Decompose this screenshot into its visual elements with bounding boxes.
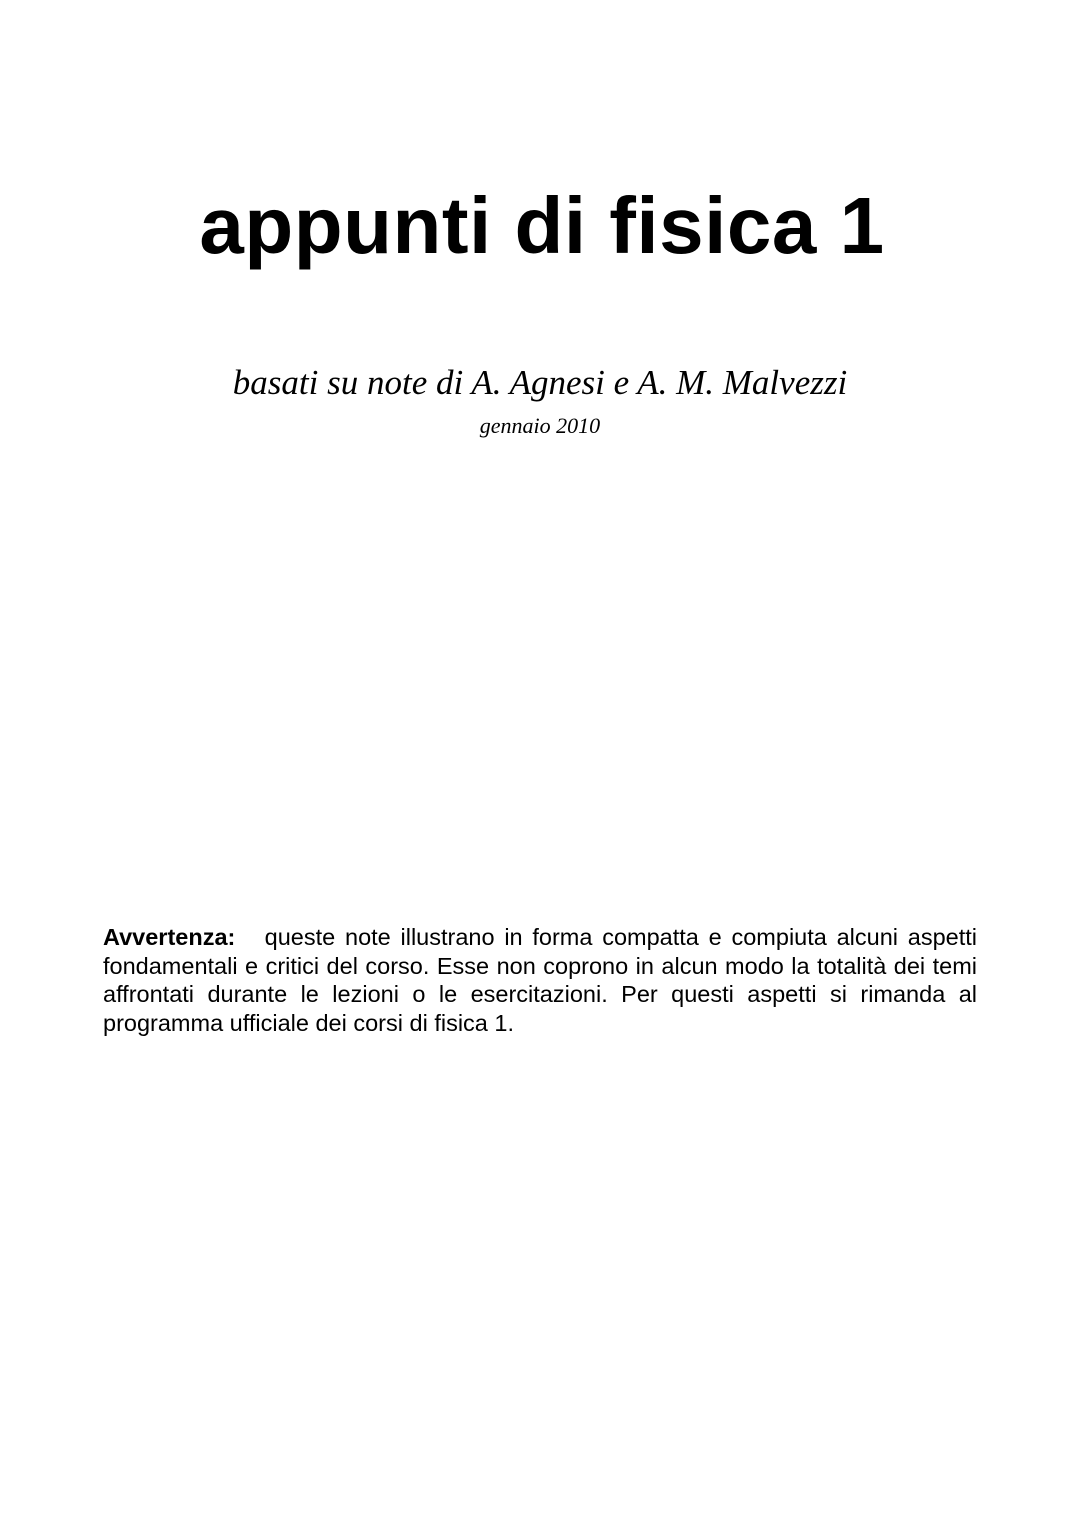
notice-paragraph [103, 923, 977, 1037]
document-date: gennaio 2010 [479, 413, 601, 438]
document-subtitle: basati su note di A. Agnesi e A. M. Malvezzi [232, 363, 848, 402]
notice-text: queste note illustrano in forma compatta e compiuta alcuni aspetti fondamentali e critici del corso. Esse non coprono in alcun modo la totalità dei temi affrontati durante le lezioni o le esercitazioni. Per questi aspetti si rimanda al programma ufficiale dei corsi di fisica 1. [103, 924, 978, 1036]
document-title: appunti di fisica 1 [199, 181, 885, 270]
notice-label: Avvertenza: [103, 924, 236, 950]
